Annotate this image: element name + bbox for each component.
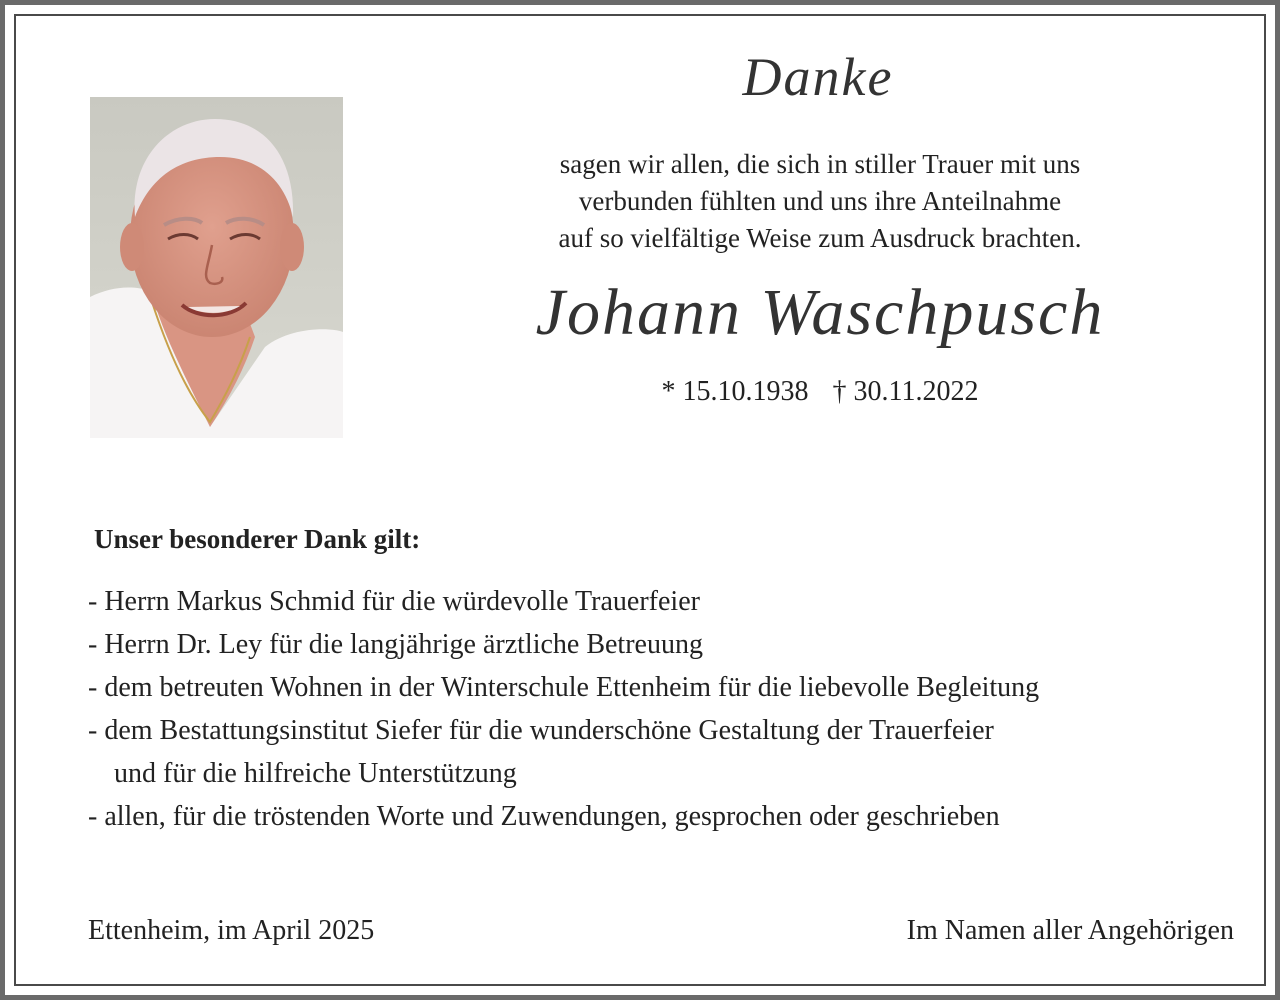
intro-line: verbunden fühlten und uns ihre Anteilnahme [578,186,1062,216]
thanks-item: - Herrn Markus Schmid für die würdevolle Trauerfeier [88,586,700,617]
intro-text [470,146,1170,257]
thanks-item: - dem betreuten Wohnen in der Winterschule Ettenheim für die liebevolle Begleitung [88,672,1040,703]
birth-date: * 15.10.1938 [661,376,809,407]
intro-line: sagen wir allen, die sich in stiller Trauer mit uns [559,149,1081,179]
thanks-item: - allen, für die tröstenden Worte und Zuwendungen, gesprochen oder geschrieben [88,801,1000,832]
place-and-date: Ettenheim, im April 2025 [88,915,375,946]
thanks-item: - Herrn Dr. Ley für die langjährige ärztliche Betreuung [88,629,703,660]
special-thanks-heading: Unser besonderer Dank gilt: [94,524,421,554]
portrait-photo [90,97,343,438]
special-thanks-list [88,580,1238,838]
death-date: † 30.11.2022 [832,376,979,407]
intro-line: auf so vielfältige Weise zum Ausdruck brachten. [558,223,1082,253]
life-dates [520,376,1120,408]
thanks-item-continuation: und für die hilfreiche Unterstützung [114,758,517,789]
deceased-name: Johann Waschpusch [535,276,1105,349]
thank-you-heading: Danke [742,47,894,107]
thanks-item: - dem Bestattungsinstitut Siefer für die wunderschöne Gestaltung der Trauerfeier [88,715,994,746]
signature-line: Im Namen aller Angehörigen [906,915,1234,946]
